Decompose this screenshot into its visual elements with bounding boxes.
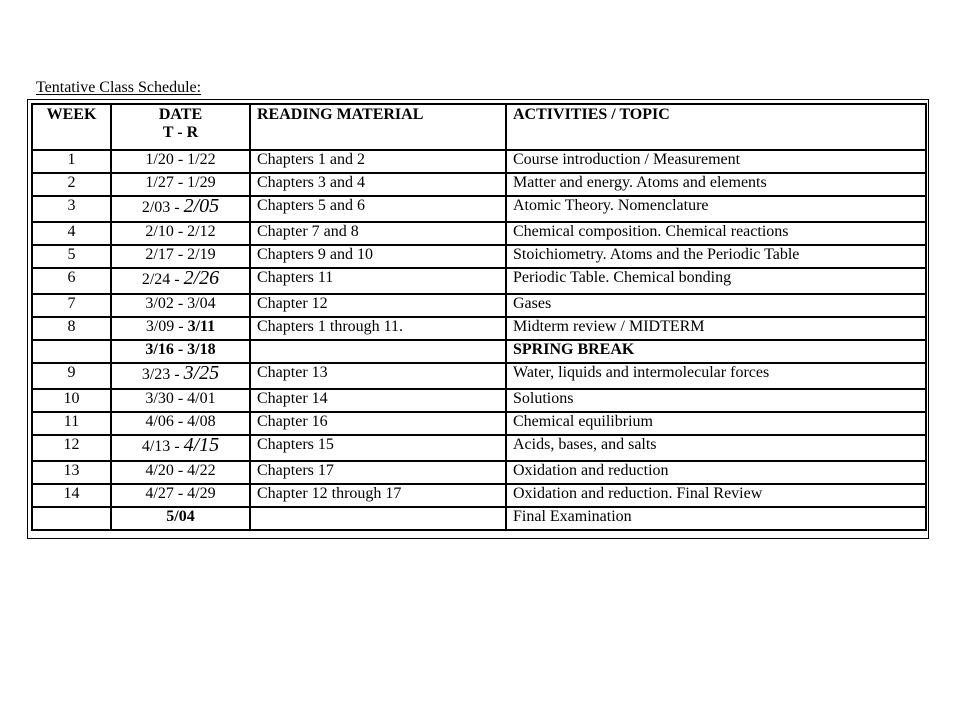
header-date	[111, 104, 250, 150]
date-text-end: 2/26	[183, 268, 220, 289]
date-text-end: 3/25	[183, 363, 220, 384]
week-cell: 7	[32, 294, 111, 317]
topic-cell: Chemical composition. Chemical reactions	[506, 222, 926, 245]
week-cell: 6	[32, 268, 111, 294]
reading-cell: Chapter 13	[250, 363, 506, 389]
date-cell	[111, 268, 250, 294]
reading-cell: Chapter 12	[250, 294, 506, 317]
schedule-table	[31, 103, 927, 531]
week-cell: 2	[32, 173, 111, 196]
week-cell: 12	[32, 435, 111, 461]
date-cell	[111, 389, 250, 412]
header-activities: ACTIVITIES / TOPIC	[506, 104, 926, 150]
week-cell: 9	[32, 363, 111, 389]
table-row	[32, 173, 926, 196]
date-text: 3/23 -	[141, 366, 184, 383]
topic-cell: Periodic Table. Chemical bonding	[506, 268, 926, 294]
week-cell: 13	[32, 461, 111, 484]
reading-cell: Chapter 16	[250, 412, 506, 435]
topic-cell: Final Examination	[506, 507, 926, 530]
date-cell	[111, 222, 250, 245]
date-cell	[111, 173, 250, 196]
date-cell	[111, 412, 250, 435]
topic-cell: Gases	[506, 294, 926, 317]
week-cell: 1	[32, 150, 111, 173]
date-text: 2/03 -	[141, 199, 184, 216]
date-text: 1/27 - 1/29	[145, 174, 216, 191]
topic-cell: Course introduction / Measurement	[506, 150, 926, 173]
table-row	[32, 150, 926, 173]
date-cell	[111, 363, 250, 389]
week-cell: 8	[32, 317, 111, 340]
topic-cell: Oxidation and reduction. Final Review	[506, 484, 926, 507]
date-text: 4/20 - 4/22	[145, 462, 216, 479]
week-cell	[32, 507, 111, 530]
date-cell	[111, 507, 250, 530]
date-cell	[111, 435, 250, 461]
table-row	[32, 363, 926, 389]
table-row	[32, 389, 926, 412]
date-text: 3/30 - 4/01	[145, 390, 216, 407]
reading-cell: Chapters 17	[250, 461, 506, 484]
date-text: 3/02 - 3/04	[145, 295, 216, 312]
topic-cell: Atomic Theory. Nomenclature	[506, 196, 926, 222]
date-text: 2/24 -	[141, 271, 184, 288]
reading-cell: Chapters 11	[250, 268, 506, 294]
date-text: 5/04	[166, 508, 195, 525]
table-row	[32, 222, 926, 245]
reading-cell: Chapter 14	[250, 389, 506, 412]
table-row	[32, 317, 926, 340]
reading-cell: Chapters 15	[250, 435, 506, 461]
date-text: 2/17 - 2/19	[145, 246, 216, 263]
table-row	[32, 294, 926, 317]
table-row	[32, 484, 926, 507]
topic-cell: Chemical equilibrium	[506, 412, 926, 435]
header-date-label: DATE	[158, 106, 203, 123]
reading-cell	[250, 340, 506, 363]
week-cell: 10	[32, 389, 111, 412]
topic-cell: Solutions	[506, 389, 926, 412]
week-cell: 5	[32, 245, 111, 268]
topic-cell: Midterm review / MIDTERM	[506, 317, 926, 340]
date-text-end: 3/11	[187, 318, 216, 335]
header-week: WEEK	[32, 104, 111, 150]
table-row	[32, 245, 926, 268]
week-cell: 3	[32, 196, 111, 222]
date-text: 3/16 - 3/18	[145, 341, 216, 358]
table-row-final-exam	[32, 507, 926, 530]
date-text: 2/10 - 2/12	[145, 223, 216, 240]
schedule-caption: Tentative Class Schedule:	[36, 79, 202, 96]
date-cell	[111, 294, 250, 317]
date-cell	[111, 196, 250, 222]
date-text: 1/20 - 1/22	[145, 151, 216, 168]
header-date-days: T - R	[162, 124, 199, 141]
date-text-end: 4/15	[183, 435, 220, 456]
date-text: 4/13 -	[141, 438, 184, 455]
reading-cell	[250, 507, 506, 530]
table-row-spring-break	[32, 340, 926, 363]
topic-cell: Water, liquids and intermolecular forces	[506, 363, 926, 389]
reading-cell: Chapters 1 through 11.	[250, 317, 506, 340]
date-cell	[111, 150, 250, 173]
date-cell	[111, 340, 250, 363]
week-cell: 4	[32, 222, 111, 245]
topic-cell: Oxidation and reduction	[506, 461, 926, 484]
topic-cell: Matter and energy. Atoms and elements	[506, 173, 926, 196]
reading-cell: Chapters 1 and 2	[250, 150, 506, 173]
reading-cell: Chapters 3 and 4	[250, 173, 506, 196]
week-cell	[32, 340, 111, 363]
table-row	[32, 268, 926, 294]
week-cell: 11	[32, 412, 111, 435]
reading-cell: Chapter 7 and 8	[250, 222, 506, 245]
header-reading: READING MATERIAL	[250, 104, 506, 150]
date-cell	[111, 317, 250, 340]
date-cell	[111, 245, 250, 268]
topic-cell: SPRING BREAK	[506, 340, 926, 363]
table-row	[32, 461, 926, 484]
reading-cell: Chapters 9 and 10	[250, 245, 506, 268]
week-cell: 14	[32, 484, 111, 507]
date-cell	[111, 484, 250, 507]
date-text: 4/06 - 4/08	[145, 413, 216, 430]
date-text: 3/09 -	[145, 318, 188, 335]
date-cell	[111, 461, 250, 484]
reading-cell: Chapter 12 through 17	[250, 484, 506, 507]
date-text-end: 2/05	[183, 196, 220, 217]
table-row	[32, 435, 926, 461]
topic-cell: Acids, bases, and salts	[506, 435, 926, 461]
table-row	[32, 412, 926, 435]
topic-cell: Stoichiometry. Atoms and the Periodic Table	[506, 245, 926, 268]
table-row	[32, 196, 926, 222]
reading-cell: Chapters 5 and 6	[250, 196, 506, 222]
date-text: 4/27 - 4/29	[145, 485, 216, 502]
header-row	[32, 104, 926, 150]
